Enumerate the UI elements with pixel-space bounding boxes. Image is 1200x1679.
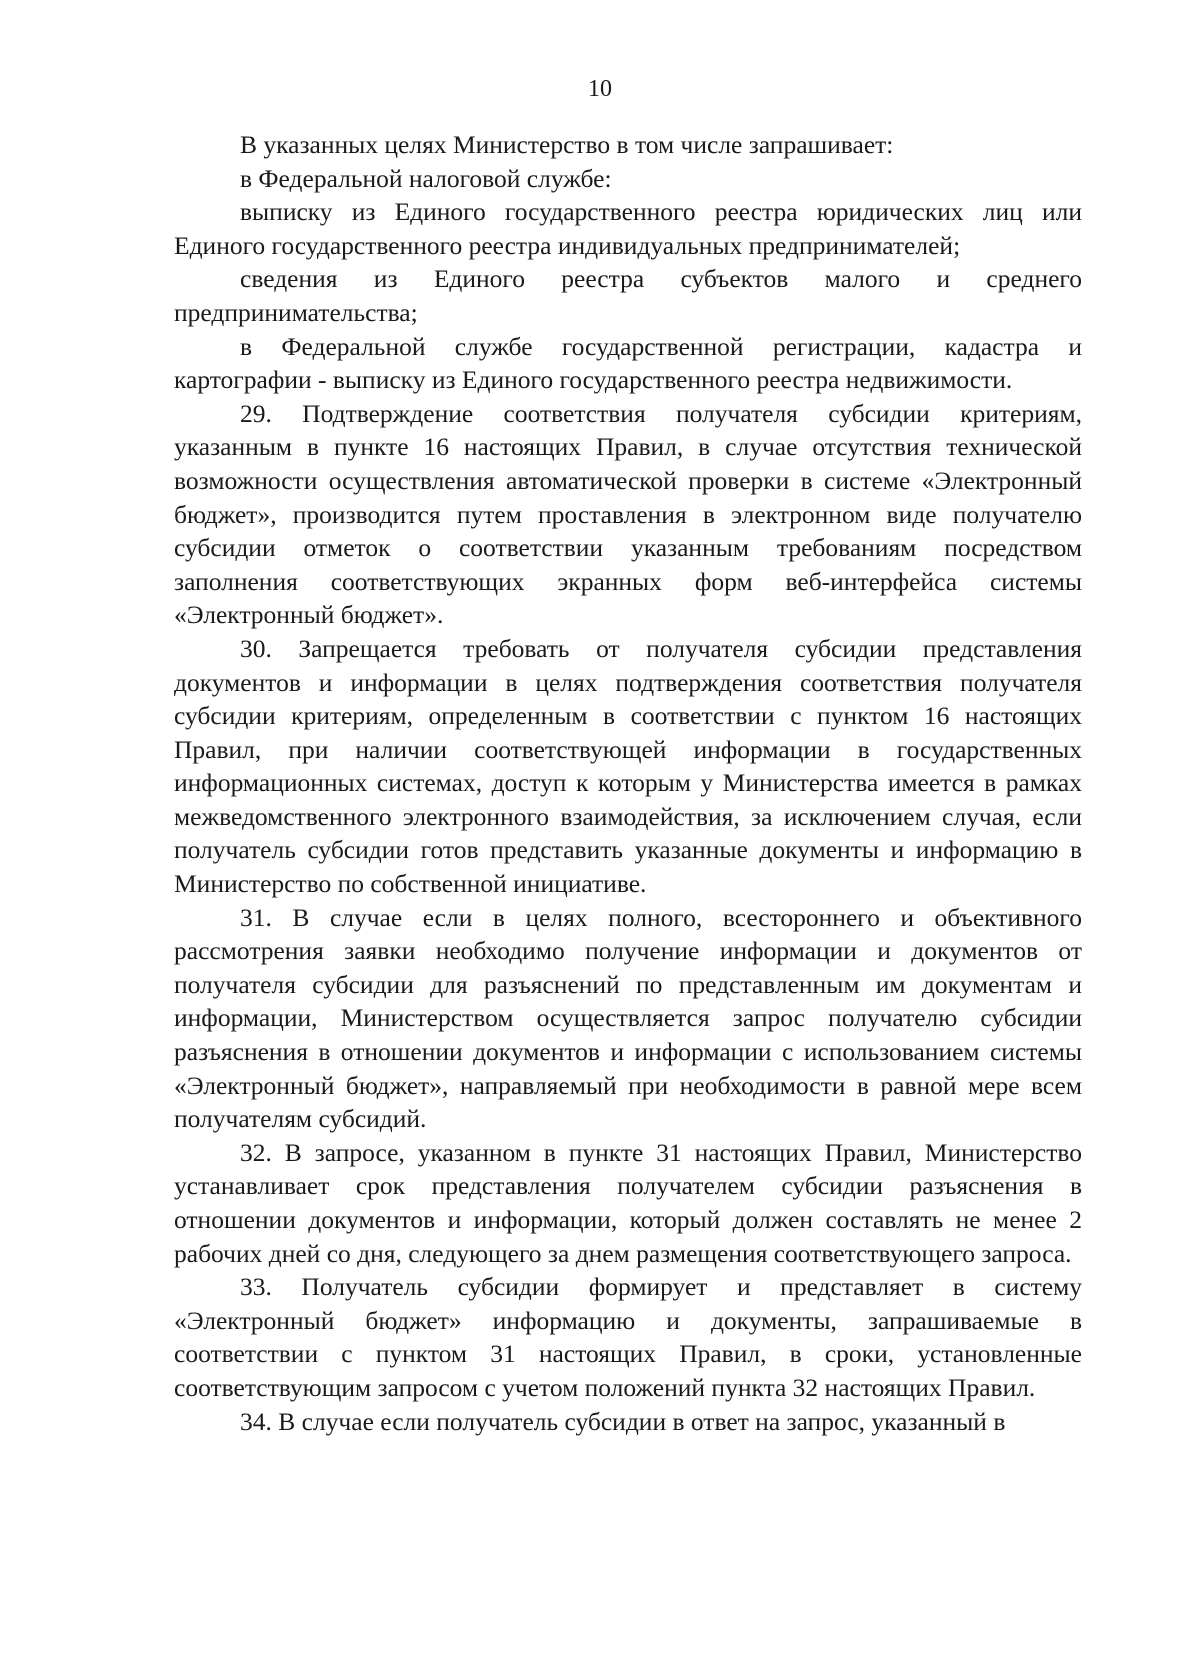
paragraph-32: 32. В запросе, указанном в пункте 31 настоящих Правил, Министерство устанавливает срок представления получателем субсидии разъяснения в отношении документов и информации, который должен составлять не менее 2 рабочих дней со дня, следующего за днем размещения соответствующего запроса. bbox=[174, 1137, 1082, 1268]
paragraph-tax-service: в Федеральной налоговой службе: bbox=[240, 163, 612, 193]
paragraph-31: 31. В случае если в целях полного, всестороннего и объективного рассмотрения заявки необходимо получение информации и документов от получателя субсидии для разъяснений по представленным им документам и информации, Министерством осуществляется запрос получателю субсидии разъяснения в отношении документов и информации с использованием системы «Электронный бюджет», направляемый при необходимости в равной мере всем получателям субсидий. bbox=[174, 902, 1082, 1134]
paragraph-request-intro: В указанных целях Министерство в том числе запрашивает: bbox=[240, 130, 894, 159]
page-number: 10 bbox=[588, 76, 612, 102]
paragraph-egrul-extract: выписку из Единого государственного реестра юридических лиц или Единого государственного реестра индивидуальных предпринимателей; bbox=[174, 197, 1082, 260]
paragraph-rosreestr: в Федеральной службе государственной регистрации, кадастра и картографии - выписку из Единого государственного реестра недвижимости. bbox=[174, 331, 1082, 395]
paragraph-34: 34. В случае если получатель субсидии в ответ на запрос, указанный в bbox=[240, 1406, 1006, 1436]
paragraph-33: 33. Получатель субсидии формирует и представляет в систему «Электронный бюджет» информацию и документы, запрашиваемые в соответствии с пунктом 31 настоящих Правил, в сроки, установленные соответствующим запросом с учетом положений пункта 32 настоящих Правил. bbox=[174, 1272, 1082, 1402]
document-body bbox=[174, 128, 1082, 1438]
paragraph-sme-registry: сведения из Единого реестра субъектов малого и среднего предпринимательства; bbox=[174, 264, 1082, 327]
paragraph-30: 30. Запрещается требовать от получателя субсидии представления документов и информации в целях подтверждения соответствия получателя субсидии критериям, определенным в соответствии с пунктом 16 настоящих Правил, при наличии соответствующей информации в государственных информационных системах, доступ к которым у Министерства имеется в рамках межведомственного электронного взаимодействия, за исключением случая, если получатель субсидии готов представить указанные документы и информацию в Министерство по собственной инициативе. bbox=[174, 633, 1082, 899]
paragraph-29: 29. Подтверждение соответствия получателя субсидии критериям, указанным в пункте 16 настоящих Правил, в случае отсутствия технической возможности осуществления автоматической проверки в системе «Электронный бюджет», производится путем проставления в электронном виде получателю субсидии отметок о соответствии указанным требованиям посредством заполнения соответствующих экранных форм веб-интерфейса системы «Электронный бюджет». bbox=[174, 398, 1082, 630]
